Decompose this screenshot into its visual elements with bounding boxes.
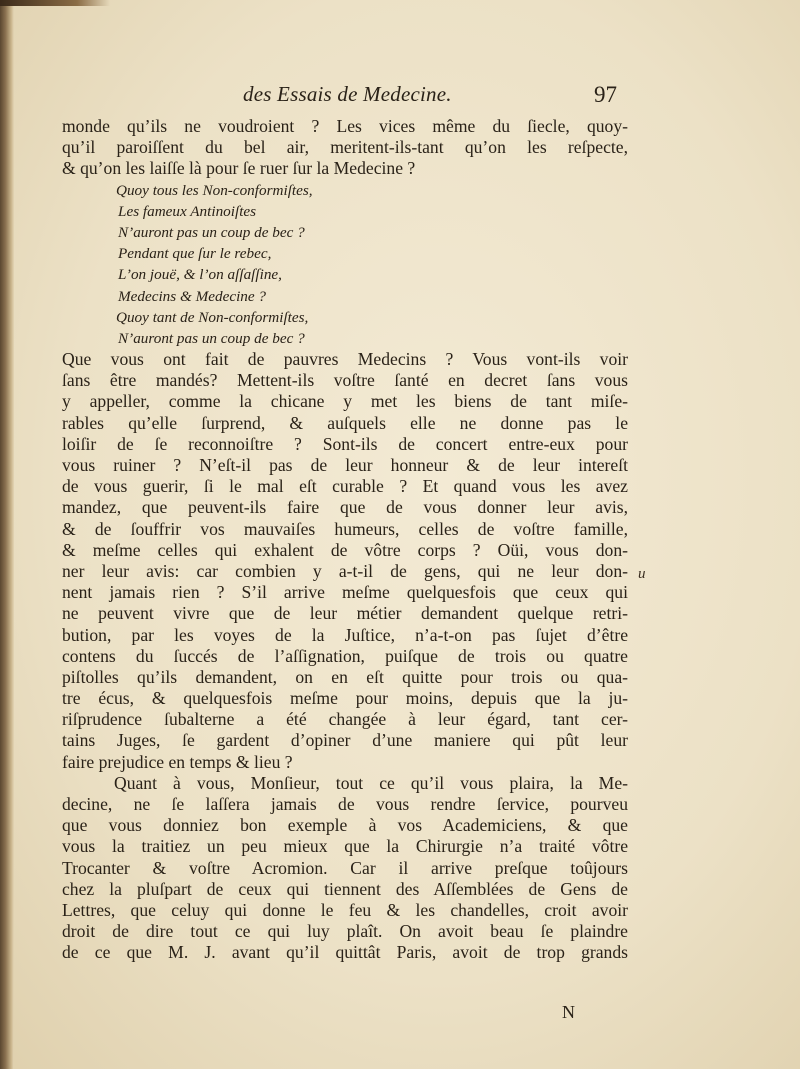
text-line: mandez, que peuvent-ils faire que de vous donner leur avis, bbox=[62, 497, 628, 518]
verse-line: N’auront pas un coup de bec ? bbox=[118, 223, 305, 241]
text-line: qu’il paroiſſent du bel air, meritent-ils-tant qu’on les reſpecte, bbox=[62, 137, 628, 158]
verse-line: Medecins & Medecine ? bbox=[118, 287, 267, 305]
text-line: bution, par les voyes de la Juſtice, n’a-t-on pas ſujet d’être bbox=[62, 624, 628, 645]
text-line: de vous guerir, ſi le mal eſt curable ? Et quand vous les avez bbox=[62, 476, 628, 497]
binding-shadow bbox=[0, 0, 110, 6]
text-line: & meſme celles qui exhalent de vôtre corps ? Oüi, vous don- bbox=[62, 539, 628, 560]
text-line: que vous donniez bon exemple à vos Academiciens, & que bbox=[62, 815, 628, 836]
text-line: Lettres, que celuy qui donne le feu & les chandelles, croit avoir bbox=[62, 899, 628, 920]
page-header bbox=[0, 82, 800, 112]
text-line: ne peuvent vivre que de leur métier demandent quelque retri- bbox=[62, 603, 628, 624]
text-line: Trocanter & voſtre Acromion. Car il arrive preſque toûjours bbox=[62, 857, 628, 878]
verse-line: Quoy tant de Non-conformiſtes, bbox=[116, 308, 309, 326]
verse-line: Pendant que ſur le rebec, bbox=[118, 245, 272, 263]
text-line: & de ſouffrir vos mauvaiſes humeurs, celles de voſtre famille, bbox=[62, 518, 628, 539]
text-line: y appeller, comme la chicane y met les biens de tant miſe- bbox=[62, 391, 628, 412]
text-line: tre écus, & quelquesfois meſme pour moins, depuis que la ju- bbox=[62, 688, 628, 709]
text-line: loiſir de ſe reconnoiſtre ? Sont-ils de concert entre-eux pour bbox=[62, 433, 628, 454]
text-line: de ce que M. J. avant qu’il quittât Paris, avoit de trop grands bbox=[62, 942, 628, 963]
text-line: nent jamais rien ? S’il arrive meſme quelquesfois que ceux qui bbox=[62, 582, 628, 603]
text-line: monde qu’ils ne voudroient ? Les vices même du ſiecle, quoy- bbox=[62, 116, 628, 136]
page-binding-edge bbox=[0, 0, 14, 1069]
text-line: decine, ne ſe laſſera jamais de vous rendre ſervice, pourveu bbox=[62, 794, 628, 814]
text-line: Quant à vous, Monſieur, tout ce qu’il vous plaira, la Me- bbox=[114, 772, 628, 793]
verse-line: N’auront pas un coup de bec ? bbox=[118, 329, 305, 347]
page-number: 97 bbox=[594, 82, 617, 107]
running-head: des Essais de Medecine. bbox=[243, 82, 452, 106]
text-line: Que vous ont fait de pauvres Medecins ? Vous vont-ils voir bbox=[62, 349, 628, 370]
margin-note: u bbox=[638, 566, 646, 582]
text-line: riſprudence ſubalterne a été changée à leur égard, tant cer- bbox=[62, 709, 628, 730]
text-line: & qu’on les laiſſe là pour ſe ruer ſur la Medecine ? bbox=[62, 158, 416, 179]
text-line: rables qu’elle ſurprend, & auſquels elle ne donne pas le bbox=[62, 412, 628, 433]
verse-line: Quoy tous les Non-conformiſtes, bbox=[116, 181, 313, 199]
text-line: vous la traitiez un peu mieux que la Chirurgie n’a traité vôtre bbox=[62, 836, 628, 857]
verse-line: Les fameux Antinoiſtes bbox=[118, 202, 257, 220]
text-line: droit de dire tout ce qui luy plaît. On avoit beau ſe plaindre bbox=[62, 921, 628, 942]
signature-mark: N bbox=[562, 1002, 576, 1022]
text-line: contens du ſuccés de l’aſſignation, puiſque de trois ou quatre bbox=[62, 645, 628, 666]
verse-line: L’on jouë, & l’on aſſaſſine, bbox=[118, 266, 282, 284]
text-line: ner leur avis: car combien y a-t-il de gens, qui ne leur don- bbox=[62, 560, 628, 581]
text-line: faire prejudice en temps & lieu ? bbox=[62, 751, 293, 772]
text-line: tains Juges, ſe gardent d’opiner d’une maniere qui pût leur bbox=[62, 730, 628, 751]
body-text bbox=[62, 116, 628, 964]
text-line: chez la pluſpart de ceux qui tiennent des Aſſemblées de Gens de bbox=[62, 878, 628, 899]
text-line: piſtolles qu’ils demandent, on en eſt quitte pour trois ou qua- bbox=[62, 666, 628, 687]
text-line: ſans être mandés? Mettent-ils voſtre ſanté en decret ſans vous bbox=[62, 370, 628, 391]
text-line: vous ruiner ? N’eſt-il pas de leur honneur & de leur intereſt bbox=[62, 455, 628, 475]
